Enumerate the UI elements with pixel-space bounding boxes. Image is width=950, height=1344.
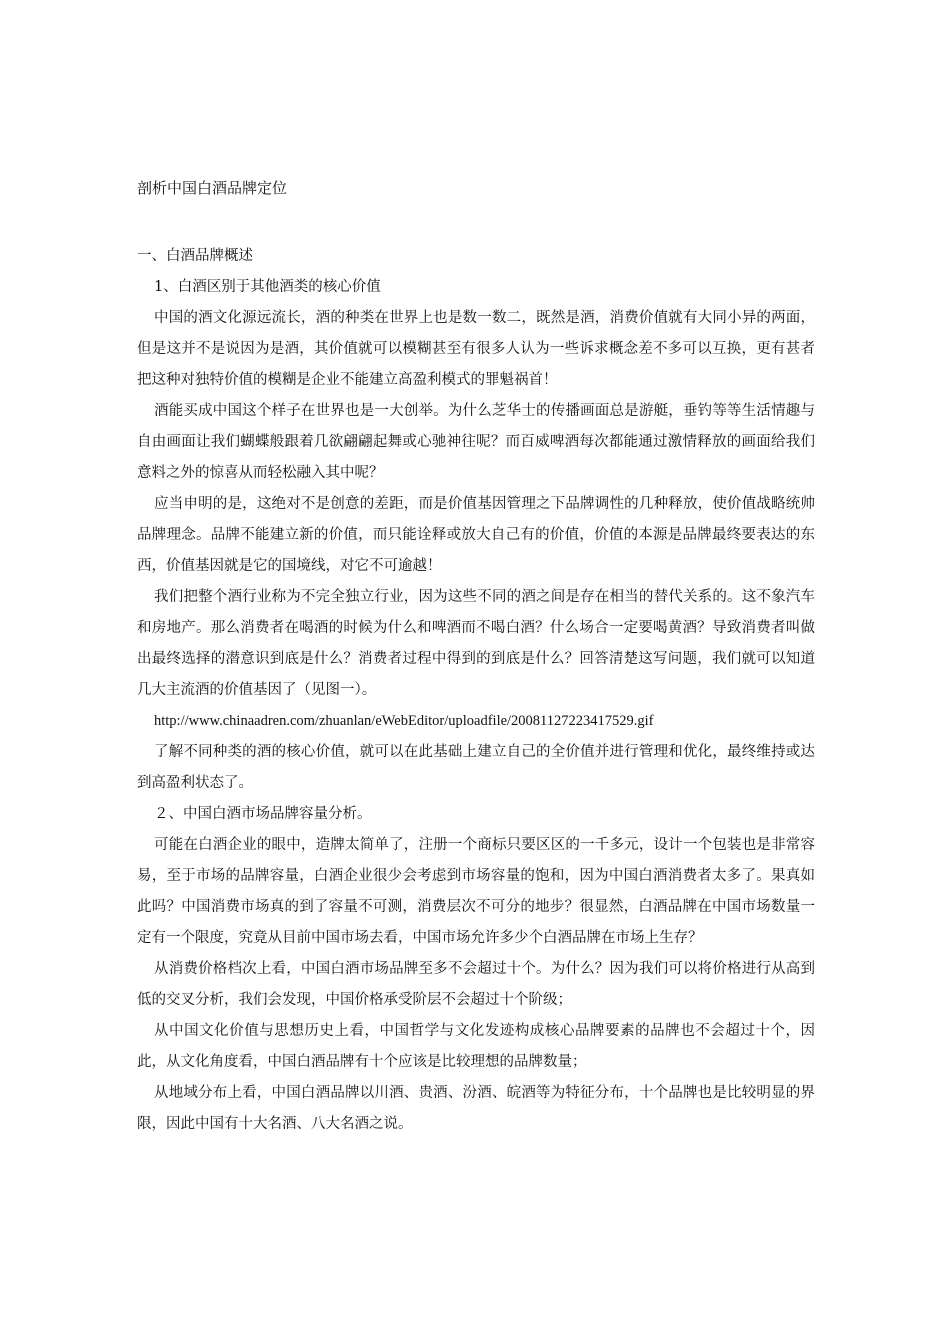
body-paragraph: 中国的酒文化源远流长，酒的种类在世界上也是数一数二，既然是酒，消费价值就有大同小异的两面，但是这并不是说因为是酒，其价值就可以模糊甚至有很多人认为一些诉求概念差不多可以互换，更有甚者把这种对独特价值的模糊是企业不能建立高盈利模式的罪魁祸首！ <box>137 310 815 388</box>
subsection-heading: 1、白酒区别于其他酒类的核心价值 <box>154 279 381 295</box>
document-body <box>137 241 815 1140</box>
body-paragraph: 应当申明的是，这绝对不是创意的差距，而是价值基因管理之下品牌调性的几种释放，使价值战略统帅品牌理念。品牌不能建立新的价值，而只能诠释或放大自己有的价值，价值的本源是品牌最终要表达的东西，价值基因就是它的国境线，对它不可逾越！ <box>137 496 815 574</box>
document-title: 剖析中国白酒品牌定位 <box>137 179 288 197</box>
body-paragraph: 可能在白酒企业的眼中，造牌太简单了，注册一个商标只要区区的一千多元，设计一个包装也是非常容易，至于市场的品牌容量，白酒企业很少会考虑到市场容量的饱和，因为中国白酒消费者太多了。果真如此吗？中国消费市场真的到了容量不可测，消费层次不可分的地步？很显然，白酒品牌在中国市场数量一定有一个限度，究竟从目前中国市场去看，中国市场允许多少个白酒品牌在市场上生存？ <box>137 837 815 946</box>
section-heading: 一、白酒品牌概述 <box>137 248 253 264</box>
body-paragraph: 从中国文化价值与思想历史上看，中国哲学与文化发迹构成核心品牌要素的品牌也不会超过十个，因此，从文化角度看，中国白酒品牌有十个应该是比较理想的品牌数量； <box>137 1023 815 1070</box>
body-paragraph: 从消费价格档次上看，中国白酒市场品牌至多不会超过十个。为什么？因为我们可以将价格进行从高到低的交叉分析，我们会发现，中国价格承受阶层不会超过十个阶级； <box>137 961 815 1008</box>
body-paragraph: 我们把整个酒行业称为不完全独立行业，因为这些不同的酒之间是存在相当的替代关系的。这不象汽车和房地产。那么消费者在喝酒的时候为什么和啤酒而不喝白酒？什么场合一定要喝黄酒？导致消费者叫做出最终选择的潜意识到底是什么？消费者过程中得到的到底是什么？回答清楚这写问题，我们就可以知道几大主流酒的价值基因了（见图一）。 <box>137 589 815 698</box>
subsection-heading: ２、中国白酒市场品牌容量分析。 <box>154 806 372 822</box>
body-paragraph: 从地域分布上看，中国白酒品牌以川酒、贵酒、汾酒、皖酒等为特征分布，十个品牌也是比较明显的界限，因此中国有十大名酒、八大名酒之说。 <box>137 1085 815 1132</box>
image-url-text: http://www.chinaadren.com/zhuanlan/eWebEditor/uploadfile/20081127223417529.gif <box>154 713 654 729</box>
body-paragraph: 了解不同种类的酒的核心价值，就可以在此基础上建立自己的全价值并进行管理和优化，最终维持或达到高盈利状态了。 <box>137 744 815 791</box>
body-paragraph: 酒能买成中国这个样子在世界也是一大创举。为什么芝华士的传播画面总是游艇，垂钓等等生活情趣与自由画面让我们蝴蝶般跟着几欲翩翩起舞或心驰神往呢？而百威啤酒每次都能通过激情释放的画面给我们意料之外的惊喜从而轻松融入其中呢？ <box>137 403 815 481</box>
